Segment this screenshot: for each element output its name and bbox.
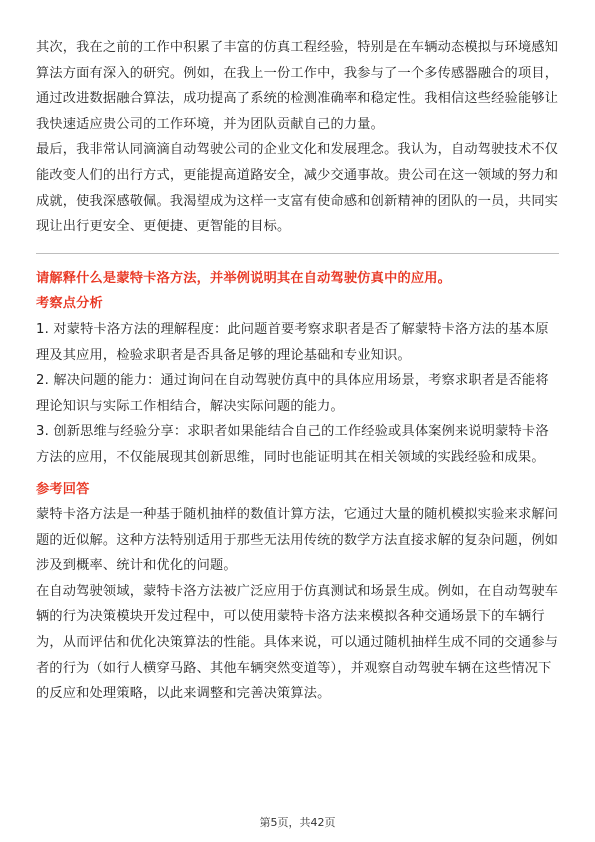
analysis-item-3: 3. 创新思维与经验分享：求职者如果能结合自己的工作经验或具体案例来说明蒙特卡洛方法的应用，不仅能展现其创新思维，同时也能证明其在相关领域的实践经验和成果。 [36,424,549,465]
analysis-item-1: 1. 对蒙特卡洛方法的理解程度：此问题首要考察求职者是否了解蒙特卡洛方法的基本原理及其应用，检验求职者是否具备足够的理论基础和专业知识。 [36,321,549,363]
section-divider [36,253,559,254]
answer-heading: 参考回答 [36,481,90,497]
analysis-heading: 考察点分析 [36,296,103,312]
intro-paragraph-2: 最后，我非常认同滴滴自动驾驶公司的企业文化和发展理念。我认为，自动驾驶技术不仅能改变人们的出行方式，更能提高道路安全，减少交通事故。贵公司在这一领域的努力和成就，使我深感敬佩。我渴望成为这样一支富有使命感和创新精神的团队的一员，共同实现让出行更安全、更便捷、更智能的目标。 [36,142,559,235]
intro-paragraph-1: 其次，我在之前的工作中积累了丰富的仿真工程经验，特别是在车辆动态模拟与环境感知算法方面有深入的研究。例如，在我上一份工作中，我参与了一个多传感器融合的项目，通过改进数据融合算法，成功提高了系统的检测准确率和稳定性。我相信这些经验能够让我快速适应贵公司的工作环境，并为团队贡献自己的力量。 [36,40,559,132]
question-title: 请解释什么是蒙特卡洛方法，并举例说明其在自动驾驶仿真中的应用。 [36,270,452,286]
page-number: 第5页，共42页 [259,816,336,829]
answer-paragraph-2: 在自动驾驶领域，蒙特卡洛方法被广泛应用于仿真测试和场景生成。例如，在自动驾驶车辆的行为决策模块开发过程中，可以使用蒙特卡洛方法来模拟各种交通场景下的车辆行为，从而评估和优化决策算法的性能。具体来说，可以通过随机抽样生成不同的交通参与者的行为（如行人横穿马路、其他车辆突然变道等），并观察自动驾驶车辆在这些情况下的反应和处理策略，以此来调整和完善决策算法。 [36,583,559,702]
answer-paragraph-1: 蒙特卡洛方法是一种基于随机抽样的数值计算方法，它通过大量的随机模拟实验来求解问题的近似解。这种方法特别适用于那些无法用传统的数学方法直接求解的复杂问题，例如涉及到概率、统计和优化的问题。 [36,507,559,574]
document-page [36,35,559,707]
analysis-item-2: 2. 解决问题的能力：通过询问在自动驾驶仿真中的具体应用场景，考察求职者是否能将理论知识与实际工作相结合，解决实际问题的能力。 [36,373,549,414]
